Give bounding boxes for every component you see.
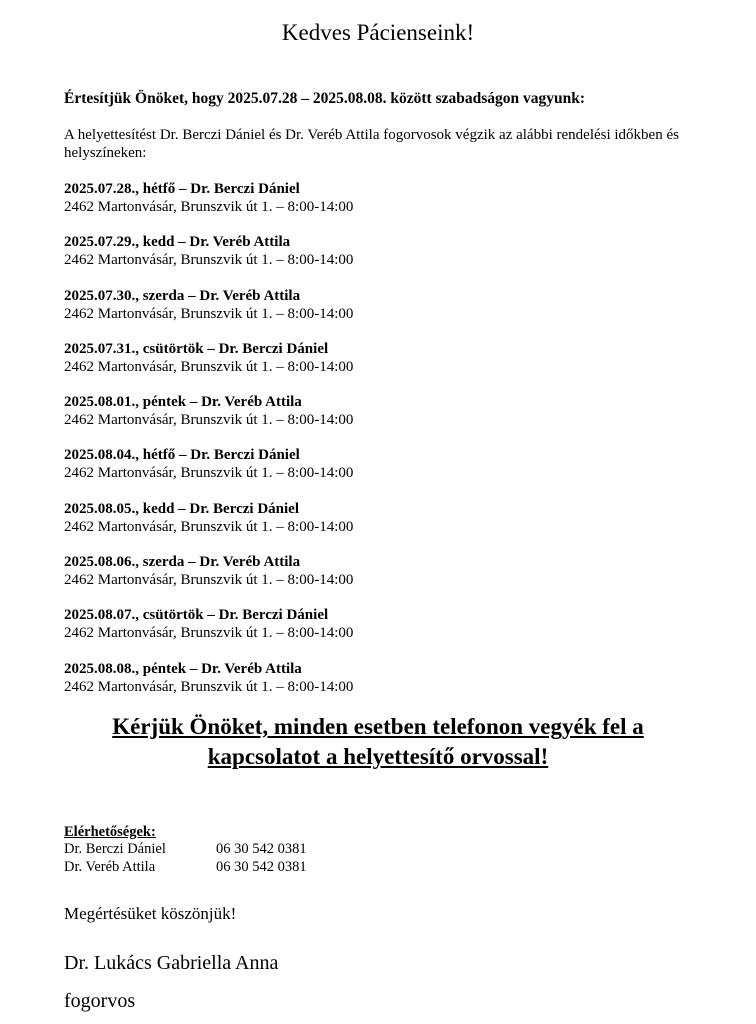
schedule-entry-address: 2462 Martonvásár, Brunszvik út 1. – 8:00-14:00 bbox=[64, 412, 354, 429]
schedule-entry bbox=[64, 553, 704, 606]
schedule-entry-date-doctor: 2025.07.29., kedd – Dr. Veréb Attila bbox=[64, 234, 291, 251]
schedule-entry-date-doctor: 2025.07.31., csütörtök – Dr. Berczi Dániel bbox=[64, 340, 329, 357]
signature-name: Dr. Lukács Gabriella Anna bbox=[64, 952, 279, 974]
schedule-entry bbox=[64, 233, 704, 286]
schedule-entry-address: 2462 Martonvásár, Brunszvik út 1. – 8:00-14:00 bbox=[64, 465, 354, 482]
document-title: Kedves Pácienseink! bbox=[281, 20, 475, 45]
contacts-block bbox=[64, 824, 464, 876]
schedule-entry-address: 2462 Martonvásár, Brunszvik út 1. – 8:00-14:00 bbox=[64, 305, 354, 322]
notice-line-2: kapcsolatot a helyettesítő orvossal! bbox=[207, 744, 549, 769]
schedule-entry bbox=[64, 393, 704, 446]
vacation-announcement: Értesítjük Önöket, hogy 2025.07.28 – 2025.08.08. között szabadságon vagyunk: bbox=[64, 90, 586, 107]
contacts-heading: Elérhetőségek: bbox=[64, 824, 156, 840]
schedule-entry bbox=[64, 446, 704, 499]
schedule-entry-address: 2462 Martonvásár, Brunszvik út 1. – 8:00-14:00 bbox=[64, 199, 354, 215]
substitution-info: A helyettesítést Dr. Berczi Dániel és Dr. Veréb Attila fogorvosok végzik az alábbi rendelési időkben és helyszíneken: bbox=[64, 127, 679, 161]
schedule-entry-address: 2462 Martonvásár, Brunszvik út 1. – 8:00-14:00 bbox=[64, 252, 354, 269]
schedule-entry-date-doctor: 2025.08.07., csütörtök – Dr. Berczi Dániel bbox=[64, 607, 329, 624]
contact-row bbox=[64, 841, 464, 859]
schedule-entry-date-doctor: 2025.08.04., hétfő – Dr. Berczi Dániel bbox=[64, 447, 300, 464]
contact-phone: 06 30 542 0381 bbox=[216, 841, 307, 857]
schedule-list bbox=[64, 180, 704, 713]
schedule-entry-address: 2462 Martonvásár, Brunszvik út 1. – 8:00-14:00 bbox=[64, 518, 354, 535]
schedule-entry-date-doctor: 2025.08.01., péntek – Dr. Veréb Attila bbox=[64, 394, 302, 411]
contact-row bbox=[64, 859, 464, 877]
notice-line-1: Kérjük Önöket, minden esetben telefonon vegyék fel a bbox=[112, 714, 644, 739]
schedule-entry-date-doctor: 2025.08.08., péntek – Dr. Veréb Attila bbox=[64, 660, 302, 677]
schedule-entry bbox=[64, 660, 704, 713]
contact-phone: 06 30 542 0381 bbox=[216, 858, 307, 875]
schedule-entry bbox=[64, 340, 704, 393]
schedule-entry-date-doctor: 2025.07.28., hétfő – Dr. Berczi Dániel bbox=[64, 181, 300, 197]
schedule-entry-address: 2462 Martonvásár, Brunszvik út 1. – 8:00-14:00 bbox=[64, 678, 354, 695]
schedule-entry-date-doctor: 2025.08.05., kedd – Dr. Berczi Dániel bbox=[64, 500, 299, 517]
schedule-entry-date-doctor: 2025.08.06., szerda – Dr. Veréb Attila bbox=[64, 554, 301, 571]
phone-contact-notice bbox=[40, 712, 716, 772]
schedule-entry bbox=[64, 180, 704, 233]
schedule-entry bbox=[64, 606, 704, 659]
contact-name: Dr. Berczi Dániel bbox=[64, 841, 166, 857]
schedule-entry bbox=[64, 500, 704, 553]
schedule-entry-address: 2462 Martonvásár, Brunszvik út 1. – 8:00-14:00 bbox=[64, 625, 354, 642]
signature-role: fogorvos bbox=[64, 990, 136, 1012]
schedule-entry-date-doctor: 2025.07.30., szerda – Dr. Veréb Attila bbox=[64, 287, 301, 304]
schedule-entry-address: 2462 Martonvásár, Brunszvik út 1. – 8:00-14:00 bbox=[64, 358, 354, 375]
contact-name: Dr. Veréb Attila bbox=[64, 858, 156, 875]
schedule-entry-address: 2462 Martonvásár, Brunszvik út 1. – 8:00-14:00 bbox=[64, 572, 354, 589]
schedule-entry bbox=[64, 287, 704, 340]
thanks-text: Megértésüket köszönjük! bbox=[64, 904, 237, 923]
